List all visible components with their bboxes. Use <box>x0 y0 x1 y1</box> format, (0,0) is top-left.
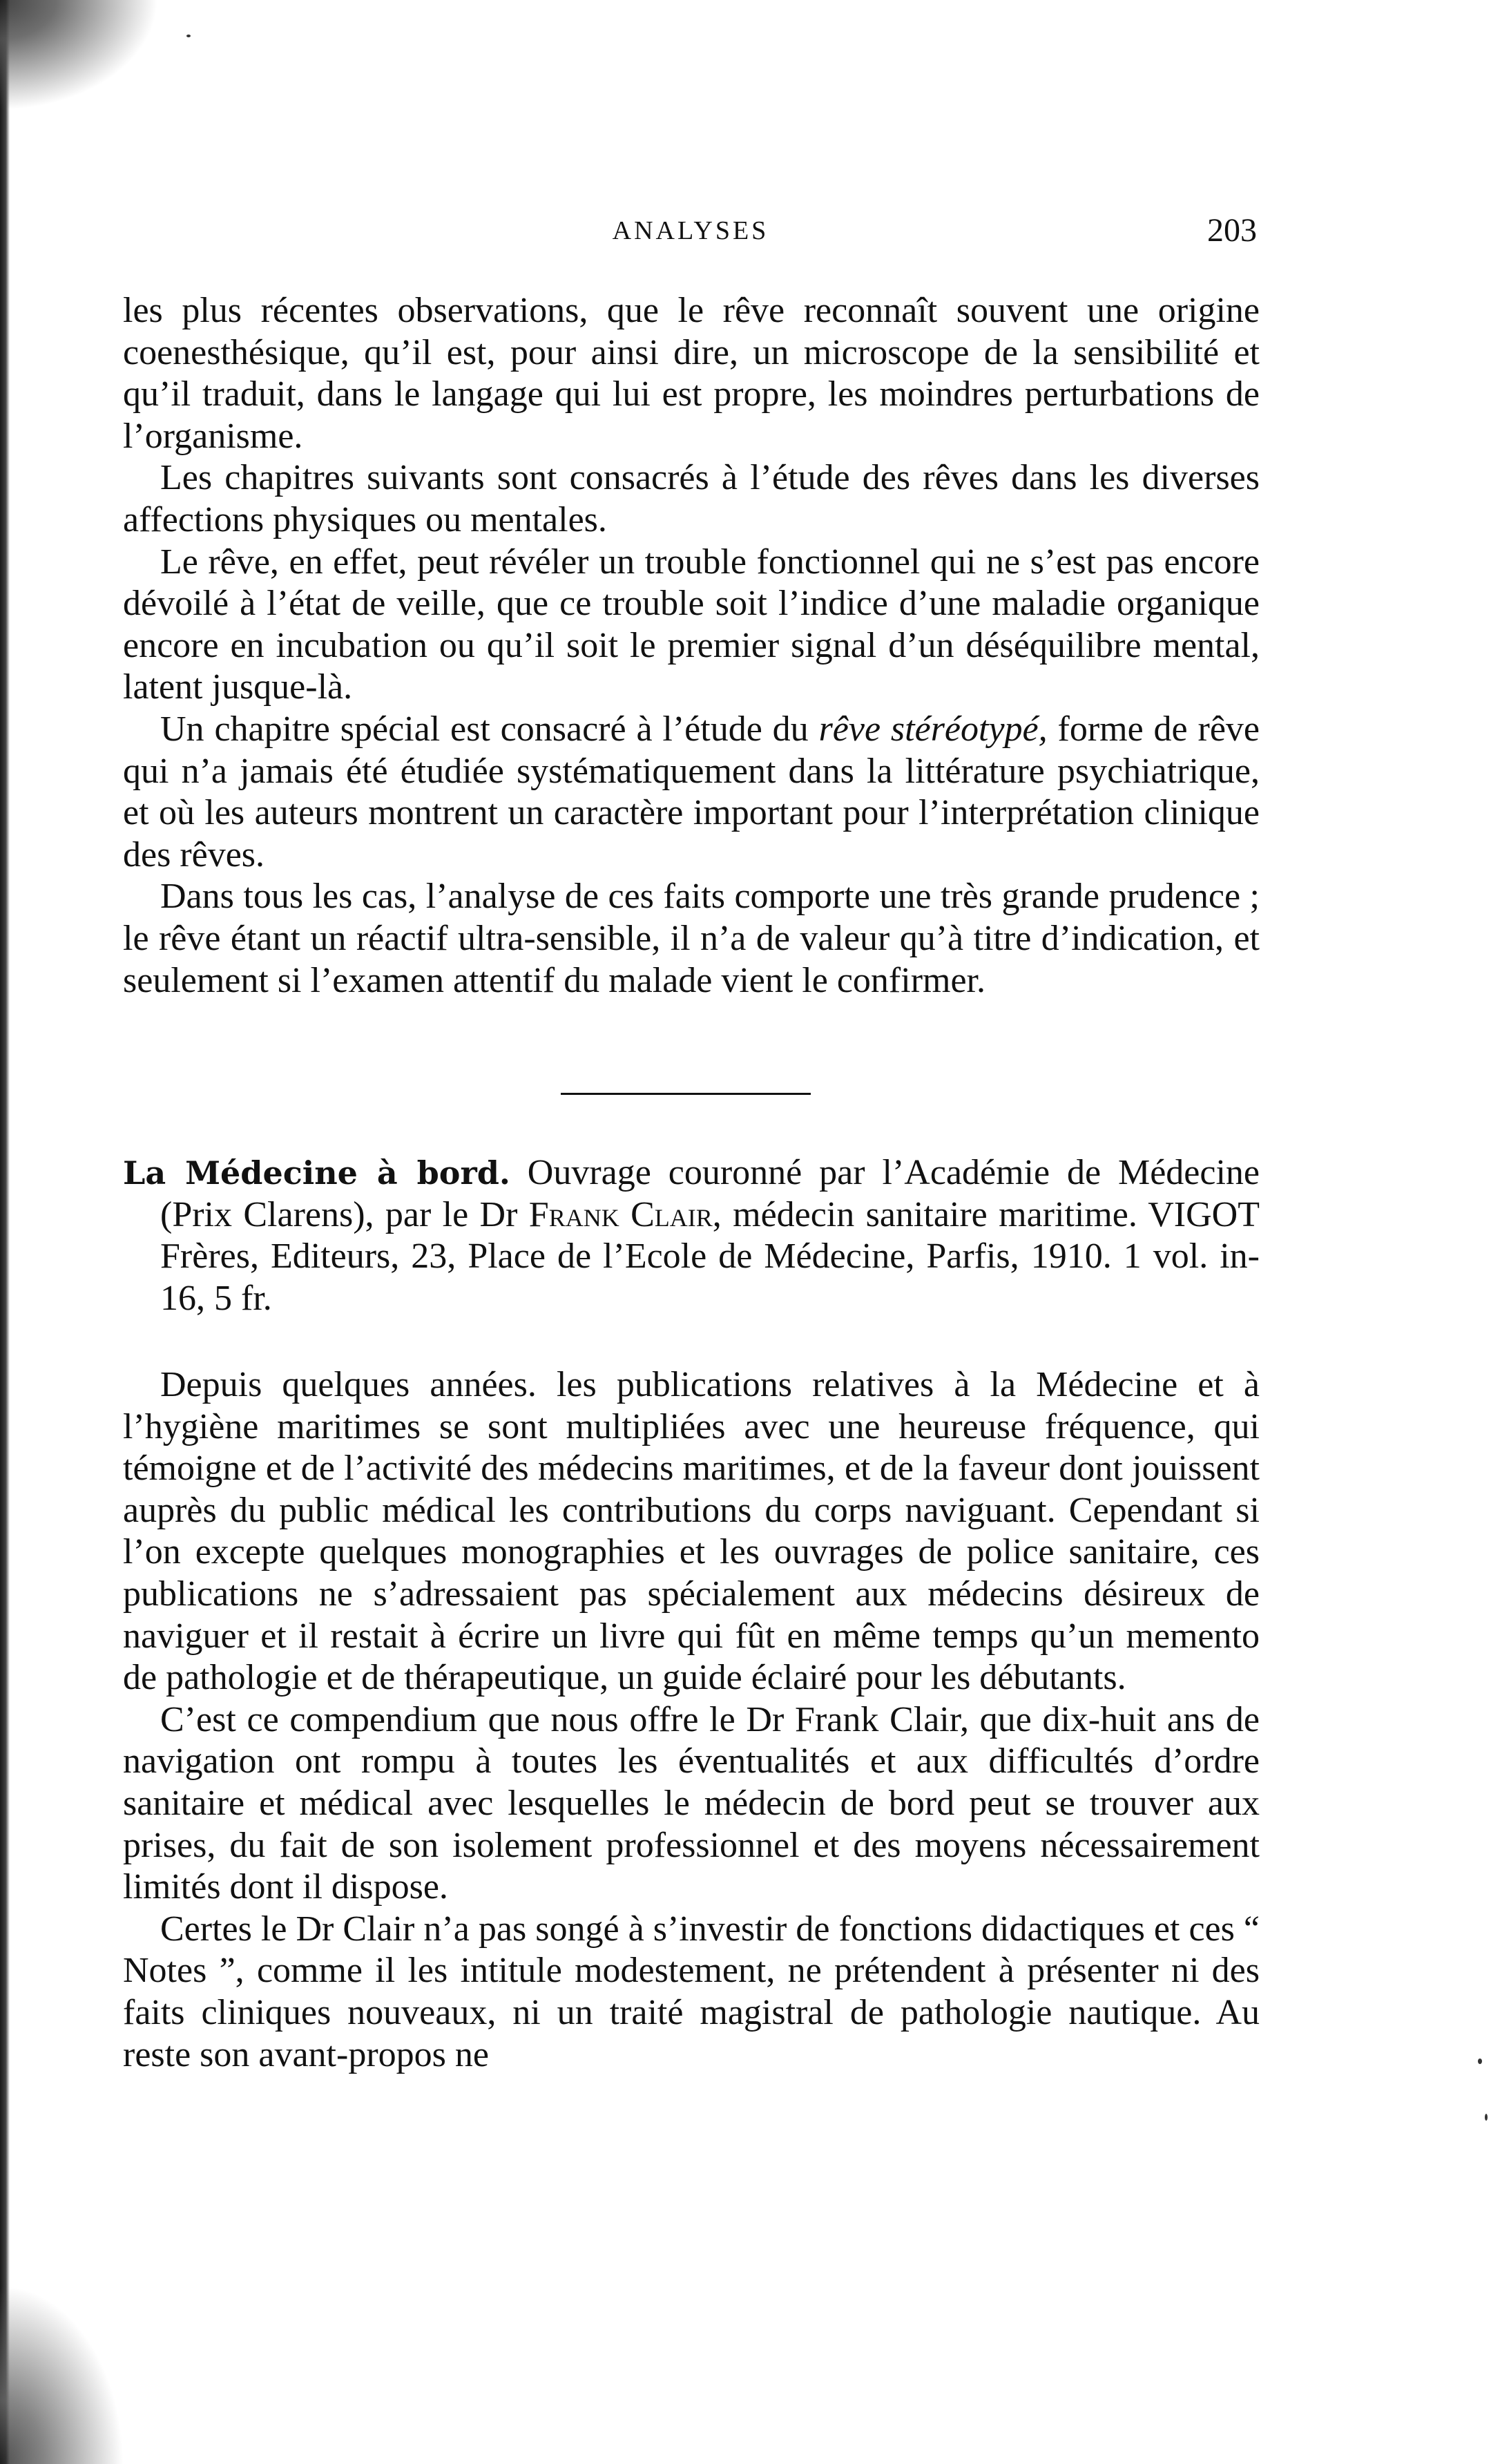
binding-shadow <box>0 0 10 2464</box>
paragraph-stereotyped-dream <box>123 709 1260 876</box>
section-divider <box>561 1093 811 1095</box>
paragraph: Certes le Dr Clair n’a pas songé à s’investir de fonctions didactiques et ces “ Notes ”, comme il les intitule modestement, ne prétendent à présenter ni des faits cliniques nouveaux, ni un traité magistral de pathologie nautique. Au reste son avant-propos ne <box>123 1909 1260 2074</box>
running-head <box>124 211 1257 253</box>
scan-artifact-top <box>0 0 159 111</box>
author-name: Frank Clair <box>528 1194 713 1234</box>
book-reference <box>123 1152 1260 1319</box>
italic-term: rêve stéréotypé, <box>818 709 1048 749</box>
page-number: 203 <box>1207 212 1257 249</box>
scan-speck <box>186 35 191 37</box>
book-title: La Médecine à bord. <box>123 1154 510 1192</box>
scan-artifact-bottom <box>0 2284 124 2464</box>
paragraph: C’est ce compendium que nous offre le Dr Frank Clair, que dix-huit ans de navigation ont rompu à toutes les éventualités et aux difficultés d’ordre sanitaire et médical avec lesquelles le médecin de bord peut se trouver aux prises, du fait de son isolement professionnel et des moyens nécessairement limités dont il dispose. <box>123 1699 1260 1907</box>
paragraph: Les chapitres suivants sont consacrés à l’étude des rêves dans les diverses affections physiques ou mentales. <box>123 458 1260 539</box>
text-segment: Un chapitre spécial est consacré à l’étude du <box>160 709 819 749</box>
review-body <box>123 1364 1260 2076</box>
paragraph: Depuis quelques années. les publications relatives à la Médecine et à l’hygiène maritimes se sont multipliées avec une heureuse fréquence, qui témoigne et de l’activité des médecins maritimes, et de la faveur dont jouissent auprès du public médical les contributions du corps naviguant. Cependant si l’on excepte quelques monographies et les ouvrages de police sanitaire, ces publications ne s’adressaient pas spécialement aux médecins désireux de naviguer et il restait à écrire un livre qui fût en même temps qu’un memento de pathologie et de thérapeutique, un guide éclairé pour les débutants. <box>123 1365 1260 1698</box>
running-title: ANALYSES <box>612 216 769 245</box>
paragraph: Dans tous les cas, l’analyse de ces faits comporte une très grande prudence ; le rêve étant un réactif ultra-sensible, il n’a de valeur qu’à titre d’indication, et seulement si l’examen attentif du malade vient le confirmer. <box>123 877 1260 1000</box>
reference-text: , médecin sanitaire maritime. VIGOT Frères, Editeurs, 23, Place de l’Ecole de Médecine, Parfis, 1910. 1 vol. in-16, 5 fr. <box>160 1194 1260 1318</box>
text-segment: forme de rêve qui n’a jamais été étudiée systématiquement dans la littérature psychiatrique, et où les auteurs montrent un caractère important pour l’interprétation clinique des rêves. <box>123 709 1260 875</box>
paragraph: les plus récentes observations, que le rêve reconnaît souvent une origine coenesthésique, qu’il est, pour ainsi dire, un microscope de la sensibilité et qu’il traduit, dans le langage qui lui est propre, les moindres perturbations de l’organisme. <box>123 291 1260 456</box>
analysis-continuation <box>123 290 1260 1002</box>
paragraph: Le rêve, en effet, peut révéler un trouble fonctionnel qui ne s’est pas encore dévoilé à l’état de veille, que ce trouble soit l’indice d’une maladie organique encore en incubation ou qu’il soit le premier signal d’un déséquilibre mental, latent jusque-là. <box>123 542 1260 707</box>
reference-text: Ouvrage couronné par l’Académie de Médecine (Prix Clarens), par le Dr <box>160 1153 1260 1234</box>
scan-speck <box>1478 2059 1482 2064</box>
scan-speck <box>1485 2114 1488 2121</box>
